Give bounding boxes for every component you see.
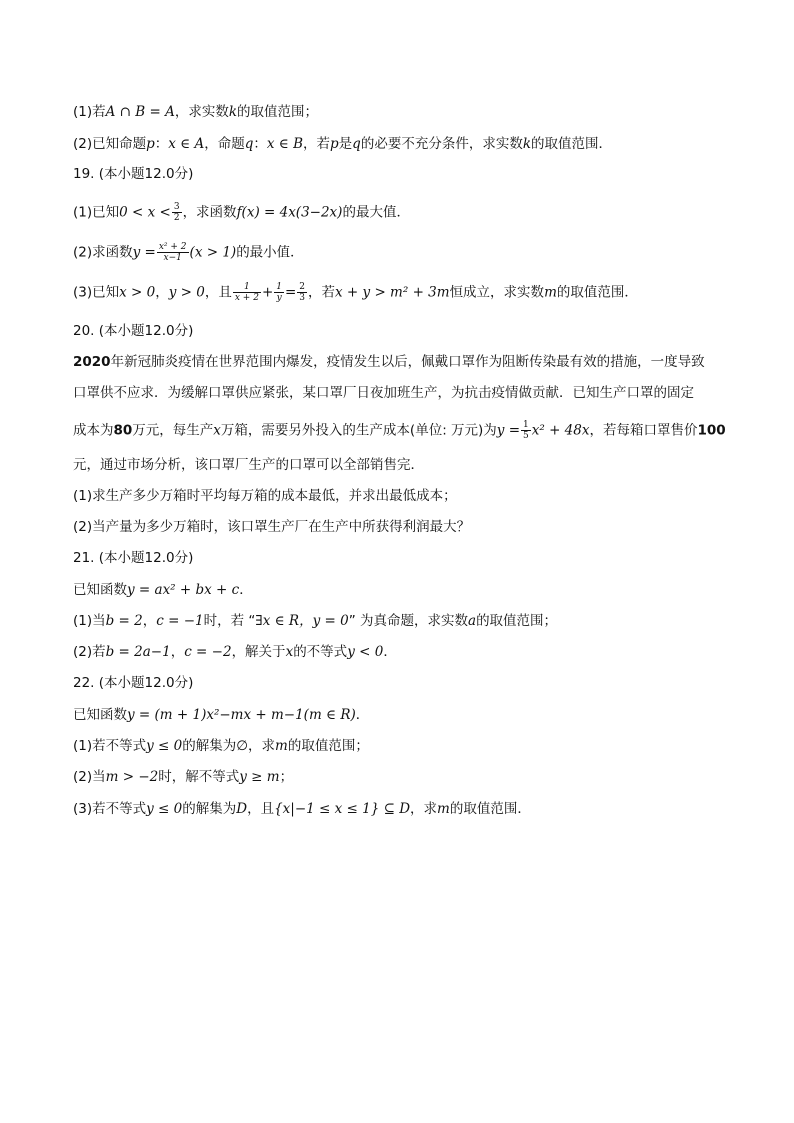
fraction-numerator: 3	[173, 202, 180, 212]
math-expr: (x > 1)	[189, 244, 237, 261]
q22-intro	[73, 705, 369, 725]
q20-part2: (2)当产量为多少万箱时，该口罩生产厂在生产中所获得利润最大？	[73, 519, 471, 535]
text: (1)已知	[73, 204, 120, 221]
q22-part3	[73, 799, 531, 819]
text: ．	[383, 644, 397, 660]
q19-part1	[73, 202, 410, 223]
math-expr: y ≥ m	[239, 769, 280, 785]
text: 的取值范围．	[449, 801, 531, 817]
text: ，求	[410, 801, 438, 817]
math-var: q	[352, 136, 361, 152]
q19-part2	[73, 242, 304, 263]
fraction-denominator: 5	[523, 431, 529, 441]
text: 时，解不等式	[158, 769, 240, 785]
text: 的取值范围．	[531, 136, 613, 152]
math-expr: y ≤ 0	[146, 801, 183, 817]
math-expr: x ∈ A	[168, 136, 205, 152]
text: (3)若不等式	[73, 801, 147, 817]
fraction	[157, 242, 189, 263]
number: 100	[697, 422, 726, 439]
fraction	[521, 420, 531, 441]
math-var: m	[544, 284, 557, 301]
fraction-denominator: x + 2	[234, 293, 259, 303]
text: (3)已知	[73, 284, 120, 301]
math-expr: 0 < x <	[119, 204, 171, 221]
text: ；	[279, 769, 294, 785]
text: 的取值范围；	[287, 738, 369, 754]
text: 已知函数	[73, 707, 127, 723]
fraction-numerator: 2	[299, 282, 306, 292]
math-expr: y = ax² + bx + c	[127, 582, 240, 598]
text: ，	[155, 284, 169, 301]
text: 成本为	[73, 422, 114, 439]
text: 的不等式	[293, 644, 348, 660]
q20-line3	[73, 420, 726, 441]
math-expr: y < 0	[347, 644, 384, 660]
text: ，	[170, 644, 185, 660]
math-var: p	[330, 136, 339, 152]
math-var: p	[146, 136, 155, 152]
math-expr: A ∩ B = A	[105, 104, 175, 120]
text: 的解集为	[182, 801, 237, 817]
text: (2)已知命题	[73, 136, 147, 152]
text: ．	[239, 582, 253, 598]
text: ，求函数	[182, 204, 237, 221]
text: (1)当	[73, 613, 106, 629]
text: 是	[338, 136, 353, 152]
text: 万箱，需要另外投入的生产成本(单位: 万元)为	[220, 422, 497, 439]
math-expr: ∅	[236, 738, 249, 754]
math-op: +	[261, 284, 274, 301]
math-expr: y =	[496, 422, 521, 439]
math-var: m	[437, 801, 450, 817]
fraction	[233, 282, 261, 303]
math-expr: y ≤ 0	[146, 738, 183, 754]
math-expr: y > 0	[168, 284, 205, 301]
q22-part1	[73, 736, 369, 756]
math-var: D	[236, 801, 248, 817]
math-var: q	[244, 136, 254, 152]
text: (1)若	[73, 104, 106, 120]
math-var: m	[275, 738, 288, 754]
text: 已知函数	[73, 582, 127, 598]
math-expr: b = 2a−1	[105, 644, 171, 660]
math-expr: b = 2	[105, 613, 143, 629]
math-var: k	[522, 136, 532, 152]
math-op: =	[284, 284, 297, 301]
text: ．	[355, 707, 370, 723]
text: 时，若 “	[203, 613, 256, 629]
question-header: 19. (本小题12.0分)	[73, 166, 194, 182]
text: 的最大值．	[342, 204, 410, 221]
math-expr: c = −2	[184, 644, 232, 660]
text: (2)当	[73, 769, 106, 785]
math-var: a	[468, 613, 477, 629]
math-var: k	[228, 104, 238, 120]
fraction-denominator: x−1	[163, 253, 182, 263]
text: 万元，每生产	[132, 422, 214, 439]
text: 的取值范围；	[237, 104, 319, 120]
text: ，若	[308, 284, 336, 301]
number: 80	[113, 422, 133, 439]
text: ，且	[204, 284, 232, 301]
text: (2)求函数	[73, 244, 133, 261]
fraction	[274, 282, 284, 303]
fraction-numerator: 1	[233, 282, 261, 293]
text: ，若每箱口罩售价	[589, 422, 698, 439]
text: (2)若	[73, 644, 106, 660]
text: ” 为真命题，求实数	[348, 613, 468, 629]
text: ，求	[248, 738, 276, 754]
text: 的最小值．	[236, 244, 304, 261]
text: (1)若不等式	[73, 738, 147, 754]
text: ，解关于	[231, 644, 286, 660]
math-expr: {x|−1 ≤ x ≤ 1} ⊆ D	[274, 801, 411, 817]
text: 恒成立，求实数	[449, 284, 545, 301]
math-expr: x > 0	[119, 284, 156, 301]
math-expr: x² + 48x	[531, 422, 590, 439]
text: ，若	[303, 136, 331, 152]
fraction-numerator: 1	[523, 420, 529, 430]
fraction-denominator: y	[276, 293, 282, 303]
math-expr: m > −2	[105, 769, 159, 785]
math-expr: y = (m + 1)x²−mx + m−1(m ∈ R)	[127, 707, 356, 723]
math-var: x	[285, 644, 294, 660]
fraction-denominator: 2	[173, 213, 180, 223]
text: 年新冠肺炎疫情在世界范围内爆发，疫情发生以后，佩戴口罩作为阻断传染最有效的措施，一度导致	[110, 354, 705, 370]
fraction	[172, 202, 182, 223]
text: 的解集为	[182, 738, 237, 754]
math-expr: x ∈ B	[266, 136, 304, 152]
text: 的必要不充分条件，求实数	[360, 136, 523, 152]
question-header: 20. (本小题12.0分)	[73, 323, 194, 339]
q19-part3	[73, 282, 638, 303]
q21-intro	[73, 580, 253, 600]
q21-part1	[73, 611, 557, 631]
text: ，命题	[204, 136, 245, 152]
fraction-numerator: x² + 2	[158, 242, 187, 252]
text: ，且	[247, 801, 275, 817]
q21-part2	[73, 642, 397, 662]
text: 的取值范围．	[556, 284, 638, 301]
text: ：	[253, 136, 267, 152]
q20-line1	[73, 352, 705, 372]
math-var: x	[213, 422, 221, 439]
question-header: 22. (本小题12.0分)	[73, 675, 194, 691]
q18-part1	[73, 102, 318, 122]
math-expr: y =	[132, 244, 156, 261]
q22-part2	[73, 767, 293, 787]
fraction-denominator: 3	[299, 293, 306, 303]
question-header: 21. (本小题12.0分)	[73, 550, 194, 566]
math-expr: c = −1	[156, 613, 204, 629]
q18-part2	[73, 134, 612, 154]
text: ，	[142, 613, 157, 629]
math-expr: x + y > m² + 3m	[335, 284, 450, 301]
text: ，求实数	[174, 104, 229, 120]
text: 的取值范围；	[476, 613, 558, 629]
q20-line4: 元，通过市场分析，该口罩厂生产的口罩可以全部销售完．	[73, 457, 424, 473]
q20-part1: (1)求生产多少万箱时平均每万箱的成本最低，并求出最低成本；	[73, 488, 457, 504]
math-expr: f(x) = 4x(3−2x)	[236, 204, 343, 221]
q20-line2: 口罩供不应求．为缓解口罩供应紧张，某口罩厂日夜加班生产，为抗击疫情做贡献．已知生产口罩的固定	[73, 385, 694, 401]
fraction-numerator: 1	[276, 282, 282, 292]
math-expr: ∃x ∈ R，y = 0	[255, 613, 349, 629]
fraction	[297, 282, 307, 303]
number: 2020	[73, 354, 111, 370]
text: ：	[154, 136, 169, 152]
